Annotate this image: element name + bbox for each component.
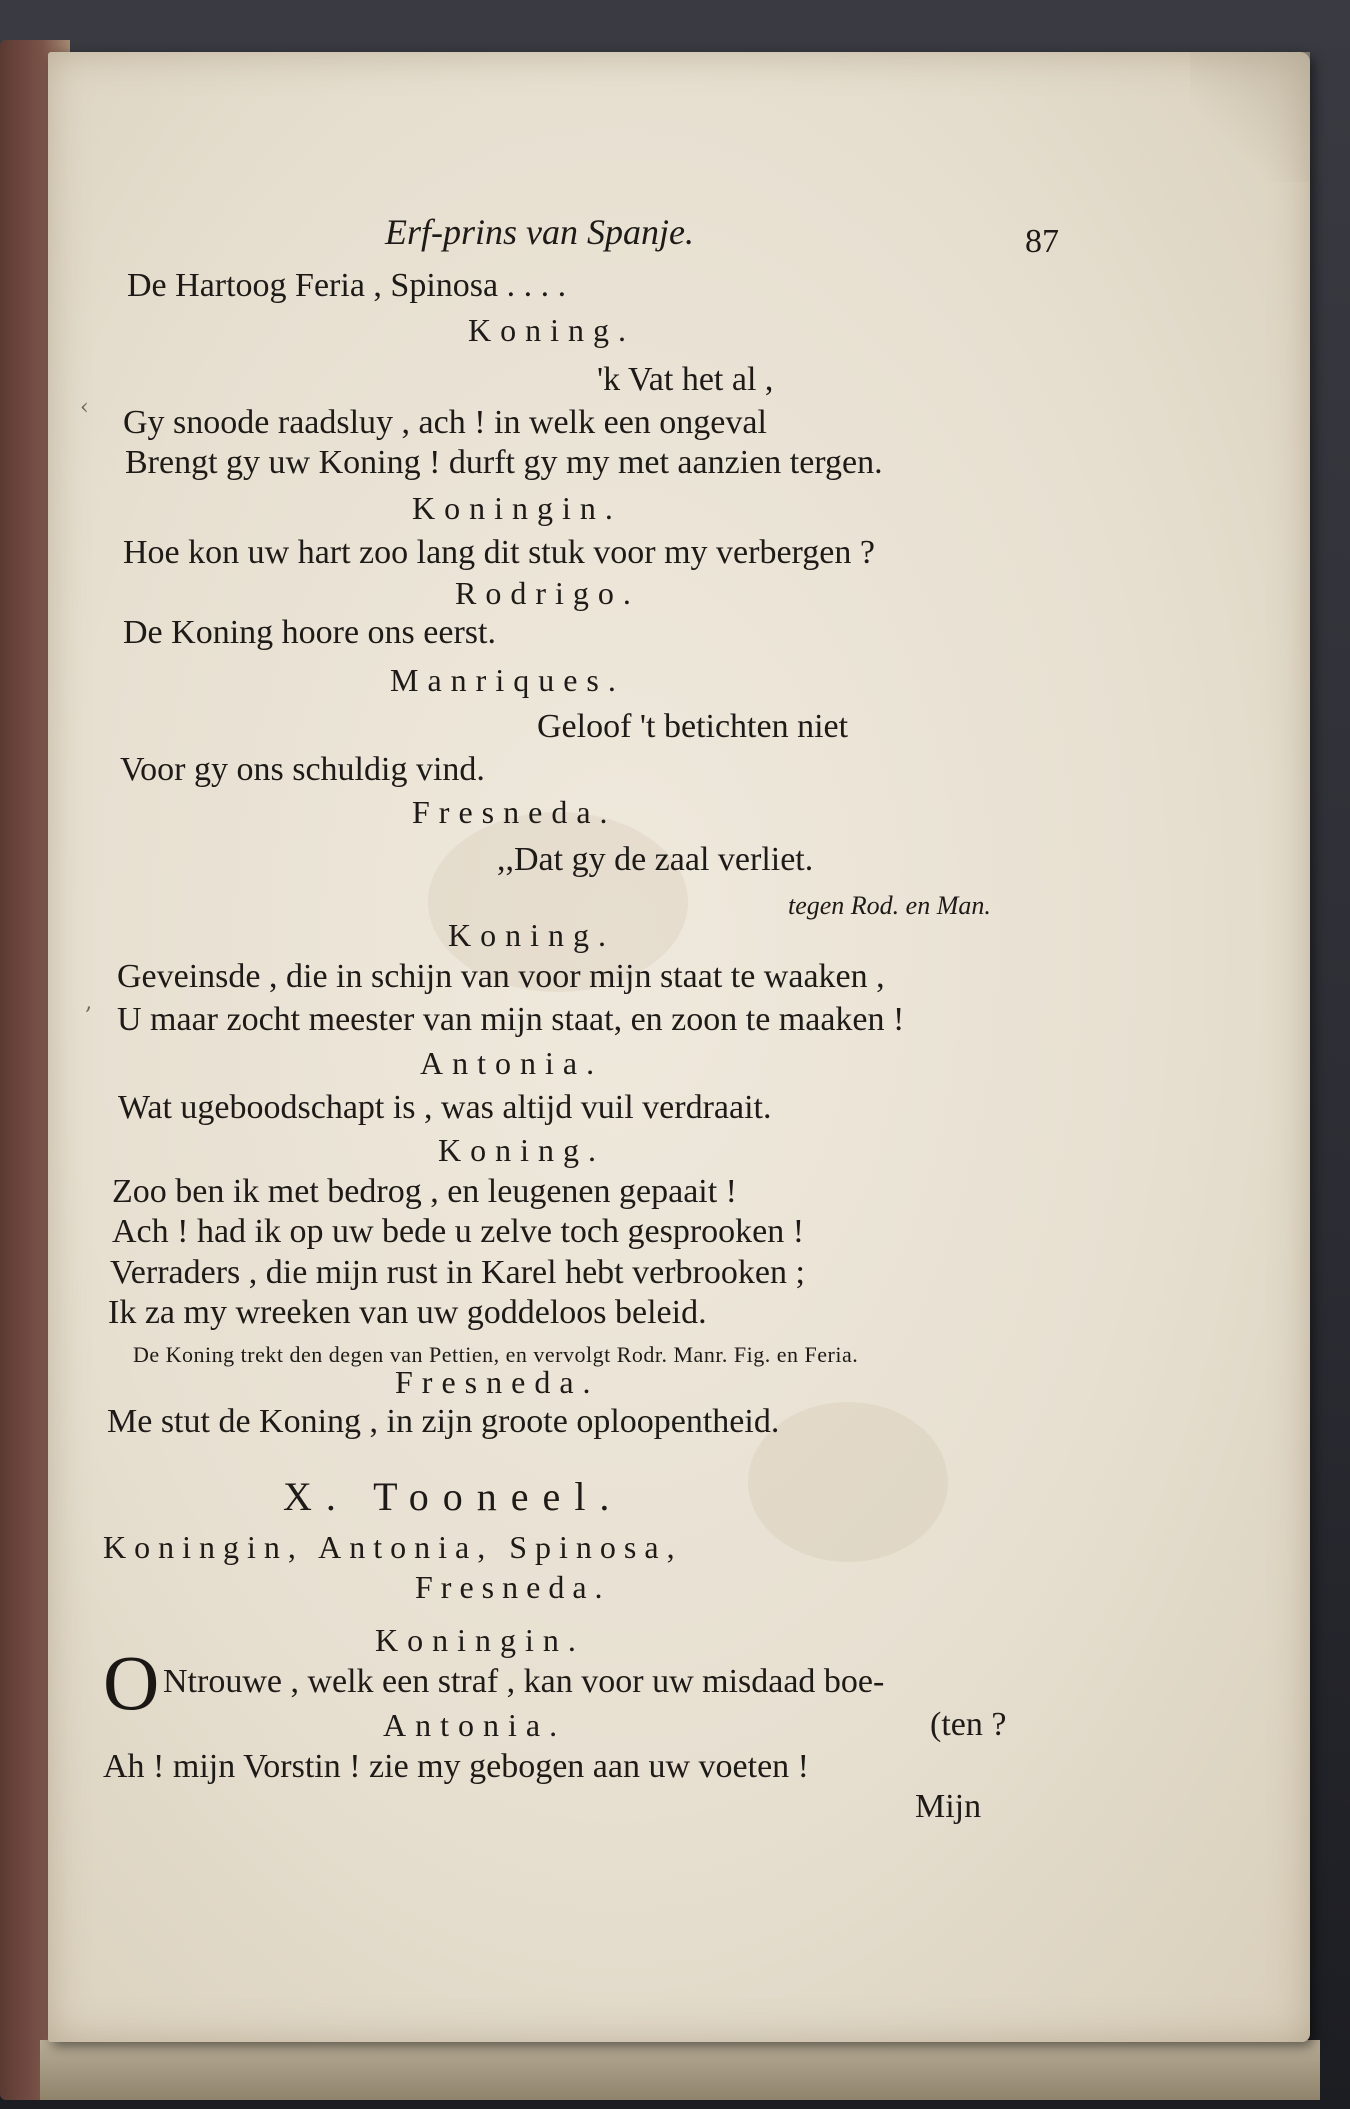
verse-line: Brengt gy uw Koning ! durft gy my met aanzien tergen. [125,444,883,481]
stage-direction: De Koning trekt den degen van Pettien, en vervolgt Rodr. Manr. Fig. en Feria. [133,1342,859,1367]
verse-line: Gy snoode raadsluy , ach ! in welk een ongeval [123,404,767,441]
verse-line: Ntrouwe , welk een straf , kan voor uw misdaad boe- [163,1663,885,1700]
verse-line: De Hartoog Feria , Spinosa . . . . [127,267,567,304]
scene-heading: X. Tooneel. [283,1474,624,1519]
book-page-edges [40,2040,1320,2100]
verse-line: Geveinsde , die in schijn van voor mijn staat te waaken , [117,958,885,995]
verse-line: Me stut de Koning , in zijn groote oploopentheid. [107,1403,780,1440]
speaker-name: Rodrigo. [455,575,640,611]
verse-turnover: (ten ? [930,1706,1007,1743]
speaker-name: Koning. [438,1132,605,1168]
verse-line: Ah ! mijn Vorstin ! zie my gebogen aan uw voeten ! [103,1748,809,1785]
verse-line: ,,Dat gy de zaal verliet. [497,841,814,878]
verse-line: Ik za my wreeken van uw goddeloos beleid. [108,1294,707,1331]
verse-line: 'k Vat het al , [597,361,774,398]
verse-line: Ach ! had ik op uw bede u zelve toch gesprooken ! [112,1213,805,1250]
cast-list: Fresneda. [415,1569,611,1605]
verse-line: Hoe kon uw hart zoo lang dit stuk voor my verbergen ? [123,534,875,571]
page-number: 87 [1025,223,1059,260]
page-corner-wear [1190,52,1310,182]
margin-mark: ‹ [80,395,89,420]
drop-capital: O [103,1639,160,1726]
verse-line: Voor gy ons schuldig vind. [120,751,485,788]
speaker-name: Koningin. [412,490,622,526]
book-page [48,52,1310,2042]
verse-line: Zoo ben ik met bedrog , en leugenen gepaait ! [112,1173,737,1210]
speaker-name: Fresneda. [412,794,617,830]
margin-mark: ‚ [85,990,92,1015]
speaker-name: Manriques. [390,662,625,698]
speaker-name: Koning. [468,312,635,348]
verse-line: Wat ugeboodschapt is , was altijd vuil verdraait. [118,1089,772,1126]
speaker-name: Koning. [448,917,615,953]
speaker-name: Koningin. [375,1622,585,1658]
speaker-name: Antonia. [383,1707,567,1743]
cast-list: Koningin, Antonia, Spinosa, [103,1529,683,1565]
speaker-name: Fresneda. [395,1364,600,1400]
speaker-name: Antonia. [420,1045,604,1081]
verse-line: Verraders , die mijn rust in Karel hebt verbrooken ; [110,1254,805,1291]
verse-line: De Koning hoore ons eerst. [123,614,496,651]
stage-direction: tegen Rod. en Man. [788,891,991,920]
catchword: Mijn [915,1788,982,1825]
verse-line: U maar zocht meester van mijn staat, en zoon te maaken ! [117,1001,905,1038]
running-header-title: Erf-prins van Spanje. [385,212,694,252]
verse-line: Geloof 't betichten niet [537,708,849,745]
